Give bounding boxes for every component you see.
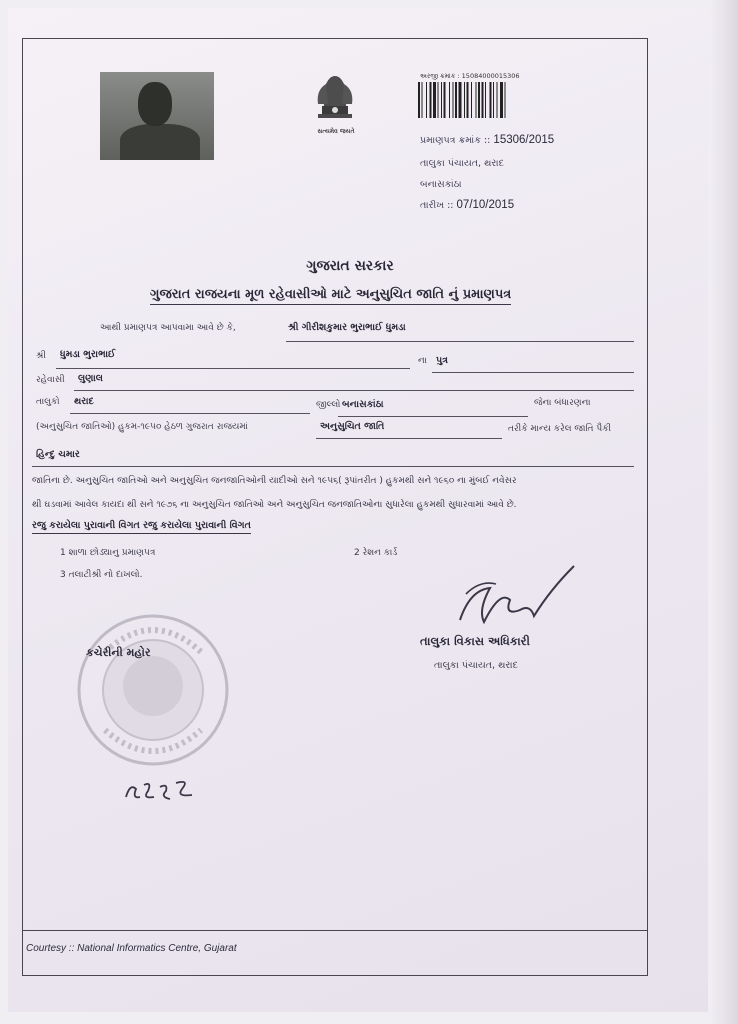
certificate-number-row [420,134,554,146]
order-right-text: તરીકે માન્ય કરેલ જાતિ પૈકી [508,424,612,434]
constitution-label: જેના બંધારણના [534,398,591,408]
proofs-heading: રજુ કરાયેલા પુરાવાની વિગત રજુ કરાયેલા પુરાવાની વિગત [32,520,251,534]
order-left-text: (અનુસુચિત જાતિઓ) હુકમ-૧૯૫૦ હેઠળ ગુજરાત રાજયમાં [36,422,248,432]
proof-item: 3 તલાટીશ્રી નો દાખલો. [60,570,143,580]
district-line [338,416,528,417]
issue-date-row [420,199,514,211]
courtesy-text: Courtesy :: National Informatics Centre, Gujarat [26,943,237,954]
relation-label: ના [418,356,427,366]
office-seal-stamp [75,612,231,768]
taluka-line [70,413,310,414]
office-seal-label: કચેરીની મહોર [86,646,151,659]
handwritten-number [120,775,200,809]
taluka-value: થરાદ [74,396,94,407]
photo-head-silhouette [138,82,172,126]
photo-body-silhouette [120,124,200,160]
certificate-number-label: પ્રમાણપત્ર ક્રમાંક :: [420,135,491,146]
category-value: અનુસુચિત જાતિ [320,421,385,432]
applicant-photo [100,72,214,160]
category-line [316,438,502,439]
father-prefix: શ્રી [36,351,46,361]
issuing-office: તાલુકા પંચાયત, થરાદ [420,158,504,169]
officer-office: તાલુકા પંચાયત, થરાદ [434,660,518,671]
taluka-label: તાલુકો [36,397,60,407]
resident-label: રહેવાસી [36,375,65,385]
handwritten-number-text [0,0,1,1]
resident-line [74,390,634,391]
caste-value: હિન્દુ ચમાર [36,449,80,460]
father-name: ધુમડા ભુરાભાઈ [60,349,116,360]
proof-item: 2 રેશન કાર્ડ [354,548,398,558]
relation-value: પુત્ર [436,355,449,366]
national-emblem-icon [300,56,370,134]
application-number: અરજી ક્રમાંક : 15084000015306 [420,72,520,80]
father-name-line [56,368,410,369]
officer-title: તાલુકા વિકાસ અધિકારી [420,634,530,648]
government-heading: ગુજરાત સરકાર [306,258,394,274]
district-value: બનાસકાંઠા [342,399,384,410]
barcode [418,82,556,118]
issued-to-label: આથી પ્રમાણપત્ર આપવામા આવે છે કે, [100,323,236,333]
issued-to-line [286,341,634,342]
emblem-caption: સત્યમેવ જયતે [317,128,355,135]
officer-signature [440,560,580,640]
proof-item: 1 શાળા છોડ્યાનુ પ્રમાણપત્ર [60,548,156,558]
legal-paragraph-line-1: જાતિના છે. અનુસુચિત જાતિઓ અને અનુસુચિત જનજાતિઓની યાદીઓ સને ૧૯૫૬( રૂપાંતરીત ) હુકમથી સને ૧૯૬૦ ના મુંબઈ નવેસર [32,476,517,486]
district-label: જીલ્લો [316,400,341,410]
certificate-number: 15306/2015 [493,134,555,146]
scan-edge [710,0,738,1024]
issue-date: 07/10/2015 [456,199,515,211]
legal-paragraph-line-2: થી ઘડવામાં આવેલ કાયદા થી સને ૧૯૭૬ ના અનુસુચિત જાતિઓ અને અનુસુચિત જનજાતિઓના સુધારેલા હુકમથી સુધારવામાં આવે છે. [32,500,517,510]
issue-date-label: તારીખ :: [420,200,454,211]
relation-line [432,372,634,373]
issued-to-name: શ્રી ગીરીશકુમાર ભુરાભાઈ ધુમડા [288,322,406,333]
caste-line [32,466,634,467]
certificate-title: ગુજરાત રાજયના મૂળ રહેવાસીઓ માટે અનુસુચિત જાતિ નું પ્રમાણપત્ર [150,287,511,305]
courtesy-divider [22,930,648,931]
resident-village: લુણાલ [78,373,103,384]
issuing-district: બનાસકાંઠા [420,179,462,190]
